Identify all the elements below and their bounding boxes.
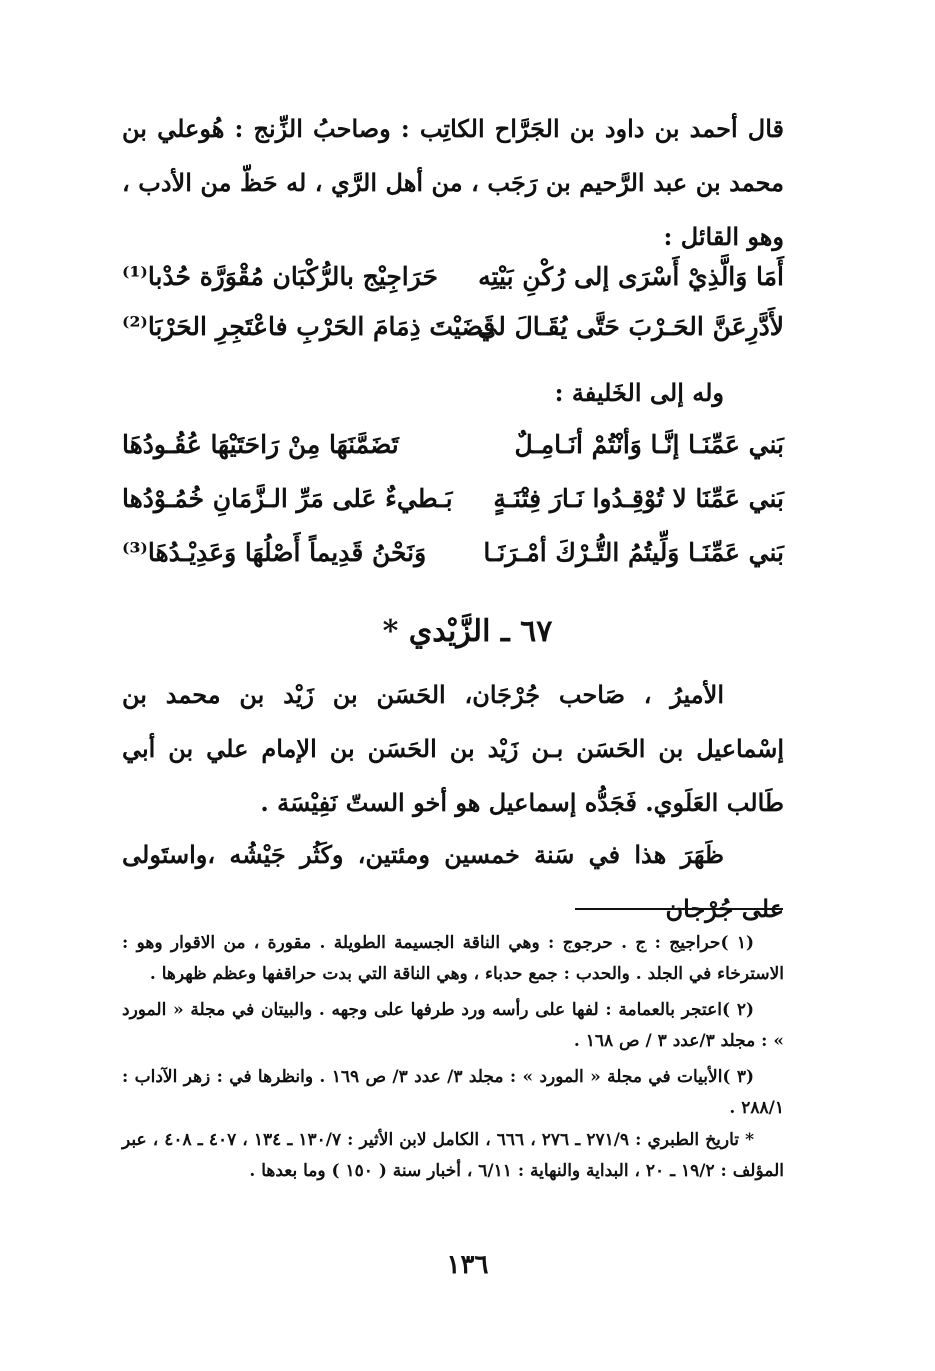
poem1-verse-2 [122,312,784,362]
poem2-verse-1-second-hemistich: تَضَمَّنَهَا مِنْ رَاحَتَيْهَا عُقُـودُهَا [122,430,399,459]
section-heading: ٦٧ ـ الزَّيْدي * [382,614,553,649]
section-paragraph-1: الأميرُ ، صَاحب جُرْجَان، الحَسَن بن زَيْد بن محمد بن إسْماعيل بن الحَسَن بـن زَيْد بن الحَسَن بن الإمام علي بن أبي طَالب العَلَوي. فَجَدُّه إسماعيل هو أخو الستّ نَفِيْسَة . [122,680,784,817]
footnote-2: (٢ )اعتجر بالعمامة : لفها على رأسه ورد طرفها على وجهه . والبيتان في مجلة « المورد » : مجلد ٣/عدد ٣ / ص ١٦٨ . [122,1000,784,1051]
poem2-verse-3 [122,538,784,588]
poem2-verse-3-second-hemistich: وَنَحْنُ قَدِيماً أَصْلُهَا وَعَدِيْـدُهَا⁽³⁾ [122,538,427,567]
poem1-verse-1 [122,262,784,312]
poem2-verse-2-first-hemistich: بَني عَمِّنَا لا تُوْقِـدُوا نَـارَ فِتْنَـةٍ [493,484,784,513]
caliph-line: وله إلى الخَليفة : [554,378,724,407]
poem2-verse-2-second-hemistich: بَـطيءٌ عَلى مَرِّ الـزَّمَانِ خُمُـوْدُها [122,484,453,513]
page-number: ١٣٦ [446,1250,489,1280]
poem2-verse-2 [122,484,784,534]
footnote-source: * تاريخ الطبري : ٢٧١/٩ ـ ٢٧٦ ، ٦٦٦ ، الكامل لابن الأثير : ١٣٠/٧ ـ ١٣٤ ، ٤٠٧ ـ ٤٠٨ ، عبر المؤلف : ١٩/٢ ـ ٢٠ ، البداية والنهاية : ٦/١١ ، أخبار سنة ( ١٥٠ ) وما بعدها . [122,1130,784,1181]
footnote-separator [575,908,783,910]
poem2-verse-1-first-hemistich: بَني عَمِّنَـا إنَّـا وَأنْتُمْ أنَـامِـلٌ [514,430,784,459]
footnote-1: (١ )حراجيج : ج . حرجوج : وهي الناقة الجسيمة الطويلة . مقورة ، من الاقوار وهو : الاسترخاء في الجلد . والحدب : جمع حدباء ، وهي الناقة التي بدت حراقفها وعظم ظهرها . [122,933,784,984]
section-paragraph-2: ظَهَرَ هذا في سَنة خمسين ومئتين، وكَثُر جَيْشُه ،واستَولى على جُرْجان [122,840,784,923]
poem1-verse-2-second-hemistich: قَضَيْتَ ذِمَامَ الحَرْبِ فاعْتَجِرِ الحَرْبَا⁽²⁾ [122,312,496,341]
poem2-verse-3-first-hemistich: بَني عَمِّنَـا وَلِّيتُمُ التُّـرْكَ أمْـرَنَـا [483,538,784,567]
poem2-verse-1 [122,430,784,480]
poem1-verse-2-first-hemistich: لأَدَّرِعَنَّ الحَـرْبَ حَتَّى يُقَـالَ لي [477,312,784,341]
poem1-verse-1-second-hemistich: حَرَاجِيْج بالرُّكْبَان مُقْوَرَّة حُدْبا⁽¹⁾ [122,262,438,291]
poem1-verse-1-first-hemistich: أَمَا وَالَّذِيْ أَسْرَى إلى رُكْنِ بَيْتِه [478,262,784,291]
intro-paragraph: قال أحمد بن داود بن الجَرَّاح الكاتِب : وصاحبُ الزِّنج : هُوعلي بن محمد بن عبد الرَّحيم بن رَجَب ، من أهل الرَّي ، له حَظّ من الأدب ، وهو القائل : [122,114,785,251]
footnote-3: (٣ )الأبيات في مجلة « المورد » : مجلد ٣/ عدد ٣/ ص ١٦٩ . وانظرها في : زهر الآداب : ٢٨٨/١ . [122,1067,784,1118]
